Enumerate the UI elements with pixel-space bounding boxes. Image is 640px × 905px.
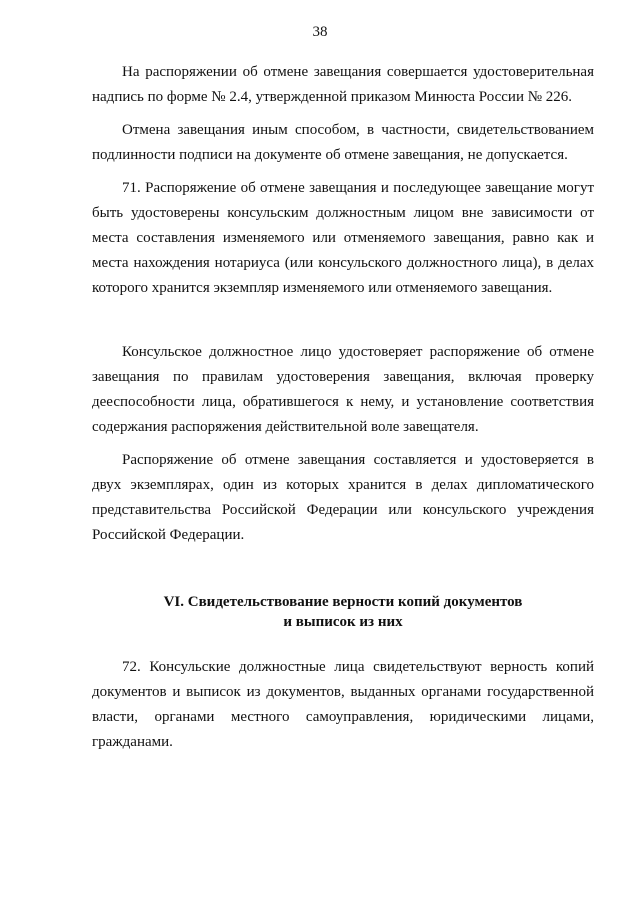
page-number: 38	[312, 24, 328, 40]
paragraph-consular-certification: Консульское должностное лицо удостоверяет распоряжение об отмене завещания по правилам удостоверения завещания, включая проверку дееспособности лица, обратившегося к нему, и установление соответствия содержания распоряжения действительной воле завещателя.	[92, 344, 594, 435]
paragraph-71: 71. Распоряжение об отмене завещания и последующее завещание могут быть удостоверены консульским должностным лицом вне зависимости от места составления изменяемого или отменяемого завещания, равно как и места нахождения нотариуса (или консульского должностного лица), в делах которого хранится экземпляр изменяемого или отменяемого завещания.	[92, 180, 594, 296]
paragraph-other-revocation-methods: Отмена завещания иным способом, в частности, свидетельствованием подлинности подписи на документе об отмене завещания, не допускается.	[92, 122, 594, 163]
section-heading-line-2: и выписок из них	[283, 614, 403, 630]
paragraph-certification-note: На распоряжении об отмене завещания совершается удостоверительная надпись по форме № 2.4, утвержденной приказом Минюста России № 226.	[92, 64, 594, 105]
paragraph-two-copies: Распоряжение об отмене завещания составляется и удостоверяется в двух экземплярах, один из которых хранится в делах дипломатического представительства Российской Федерации или консульского учреждения Российской Федерации.	[92, 452, 594, 543]
section-heading-line-1: VI. Свидетельствование верности копий документов	[163, 594, 523, 610]
section-heading	[92, 592, 594, 632]
paragraph-72: 72. Консульские должностные лица свидетельствуют верность копий документов и выписок из документов, выданных органами государственной власти, органами местного самоуправления, юридическими лицами, гражданами.	[92, 659, 594, 750]
